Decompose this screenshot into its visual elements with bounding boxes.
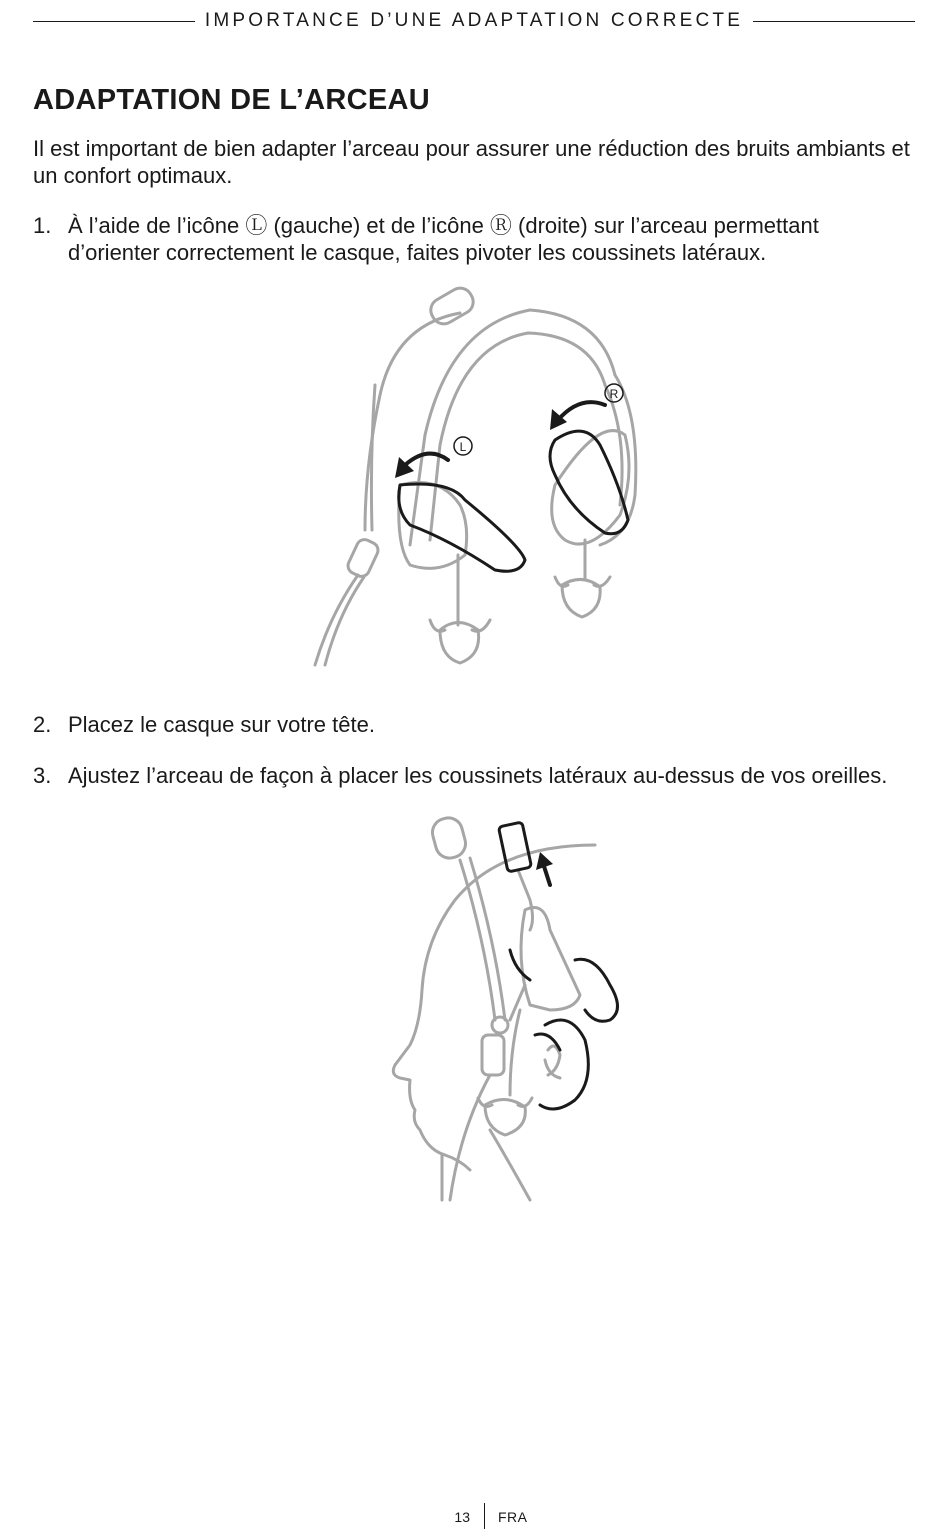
earcup-cushion bbox=[575, 959, 618, 1021]
step-text: À l’aide de l’icône Ⓛ (gauche) et de l’icône Ⓡ (droite) sur l’arceau permettant d’orienter correctement le casque, faites pivoter les coussinets latéraux. bbox=[68, 213, 819, 265]
page-number: 13 bbox=[454, 1509, 470, 1525]
step-text: Ajustez l’arceau de façon à placer les coussinets latéraux au-dessus de vos oreilles. bbox=[68, 763, 888, 788]
language-code: FRA bbox=[498, 1509, 528, 1525]
mic-tip bbox=[429, 815, 468, 861]
earcup-rotation-illustration bbox=[300, 285, 650, 675]
left-marker-icon: L bbox=[459, 440, 467, 454]
step-number: 1. bbox=[33, 213, 52, 238]
header-rule-right bbox=[753, 21, 915, 22]
headset-on-head-illustration bbox=[370, 810, 630, 1210]
intro-paragraph: Il est important de bien adapter l’arceau pour assurer une réduction des bruits ambiants et un confort optimaux. bbox=[33, 136, 910, 188]
header-title: IMPORTANCE D’UNE ADAPTATION CORRECTE bbox=[204, 10, 744, 31]
step-number: 3. bbox=[33, 763, 52, 788]
header-rule-left bbox=[33, 21, 195, 22]
left-rotate-arrow bbox=[405, 454, 448, 465]
page-footer bbox=[0, 1503, 950, 1531]
step-text: Placez le casque sur votre tête. bbox=[68, 712, 375, 737]
headset-cable bbox=[315, 575, 358, 665]
step-number: 2. bbox=[33, 712, 52, 737]
slider-block bbox=[498, 822, 531, 872]
earcup bbox=[521, 908, 580, 1011]
section-heading: ADAPTATION DE L’ARCEAU bbox=[33, 84, 431, 116]
section-header bbox=[33, 8, 915, 34]
headband bbox=[425, 310, 615, 435]
right-rotate-arrow bbox=[558, 402, 605, 420]
footer-divider bbox=[484, 1503, 485, 1529]
right-marker-icon: R bbox=[609, 387, 619, 401]
headset-cable bbox=[450, 1075, 490, 1200]
left-earbud bbox=[440, 623, 479, 664]
